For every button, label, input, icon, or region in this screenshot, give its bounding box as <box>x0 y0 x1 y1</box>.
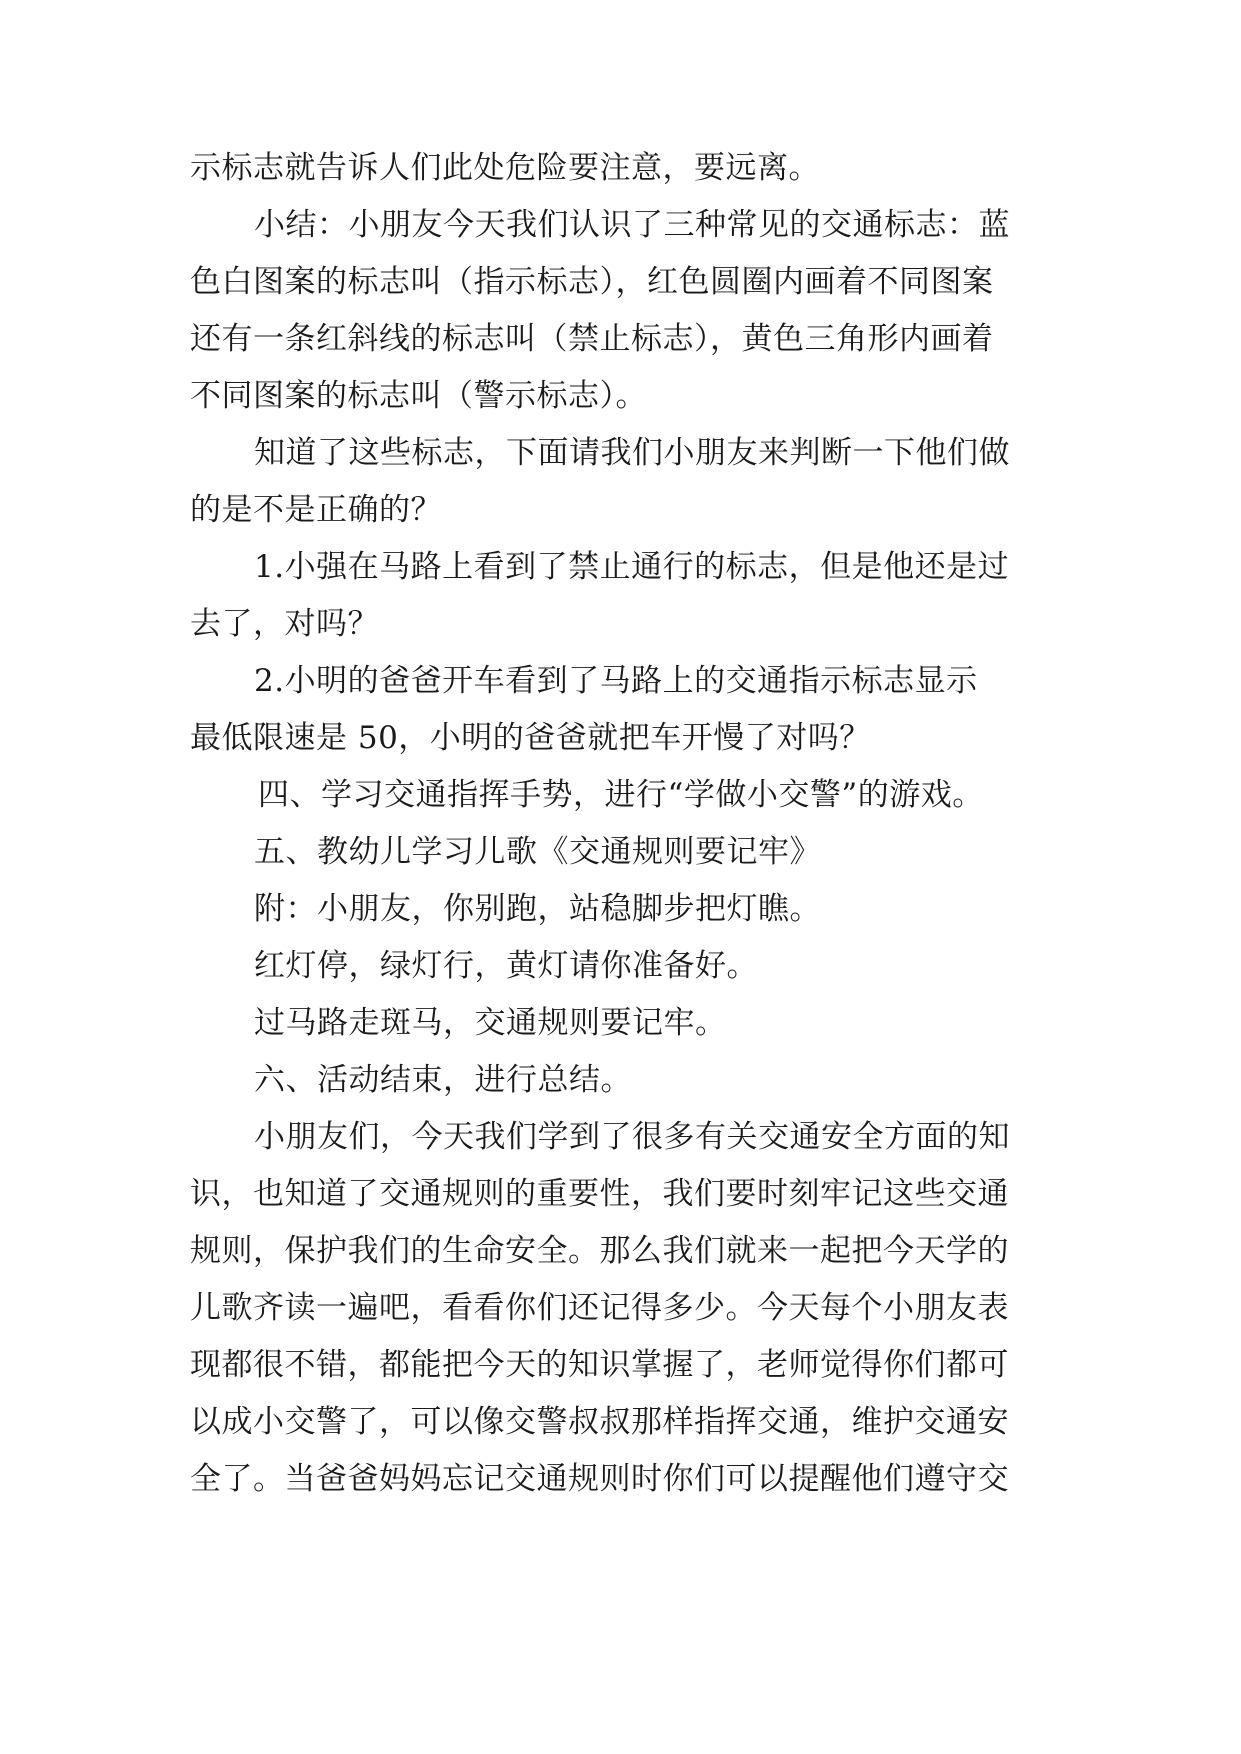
text-line: 小朋友们，今天我们学到了很多有关交通安全方面的知 <box>254 1119 1010 1155</box>
text-line: 过马路走斑马，交通规则要记牢。 <box>254 1005 727 1041</box>
text-line: 1.小强在马路上看到了禁止通行的标志，但是他还是过 <box>254 549 1010 585</box>
text-line: 知道了这些标志，下面请我们小朋友来判断一下他们做 <box>254 435 1010 471</box>
text-line: 去了，对吗？ <box>190 606 379 642</box>
text-line: 六、活动结束，进行总结。 <box>254 1062 632 1098</box>
text-line: 色白图案的标志叫（指示标志），红色圆圈内画着不同图案 <box>190 264 994 300</box>
text-line: 五、教幼儿学习儿歌《交通规则要记牢》 <box>254 834 821 870</box>
text-line: 红灯停，绿灯行，黄灯请你准备好。 <box>254 948 758 984</box>
text-line: 四、学习交通指挥手势，进行“学做小交警”的游戏。 <box>258 777 984 813</box>
text-line: 规则，保护我们的生命安全。那么我们就来一起把今天学的 <box>190 1233 1009 1269</box>
text-line: 现都很不错，都能把今天的知识掌握了，老师觉得你们都可 <box>190 1347 1009 1383</box>
text-line: 的是不是正确的？ <box>190 492 442 528</box>
text-line: 最低限速是 50，小明的爸爸就把车开慢了对吗？ <box>190 720 871 756</box>
text-line: 小结：小朋友今天我们认识了三种常见的交通标志：蓝 <box>254 207 1010 243</box>
text-line: 全了。当爸爸妈妈忘记交通规则时你们可以提醒他们遵守交 <box>190 1461 1009 1497</box>
text-line: 不同图案的标志叫（警示标志）。 <box>190 378 647 414</box>
text-line: 儿歌齐读一遍吧，看看你们还记得多少。今天每个小朋友表 <box>190 1290 1009 1326</box>
text-line: 识，也知道了交通规则的重要性，我们要时刻牢记这些交通 <box>190 1176 1009 1212</box>
text-line: 示标志就告诉人们此处危险要注意，要远离。 <box>190 150 820 186</box>
text-line: 附：小朋友，你别跑，站稳脚步把灯瞧。 <box>254 891 821 927</box>
text-line: 以成小交警了，可以像交警叔叔那样指挥交通，维护交通安 <box>190 1404 1009 1440</box>
text-line: 2.小明的爸爸开车看到了马路上的交通指示标志显示 <box>254 663 978 699</box>
text-line: 还有一条红斜线的标志叫（禁止标志），黄色三角形内画着 <box>190 321 994 357</box>
